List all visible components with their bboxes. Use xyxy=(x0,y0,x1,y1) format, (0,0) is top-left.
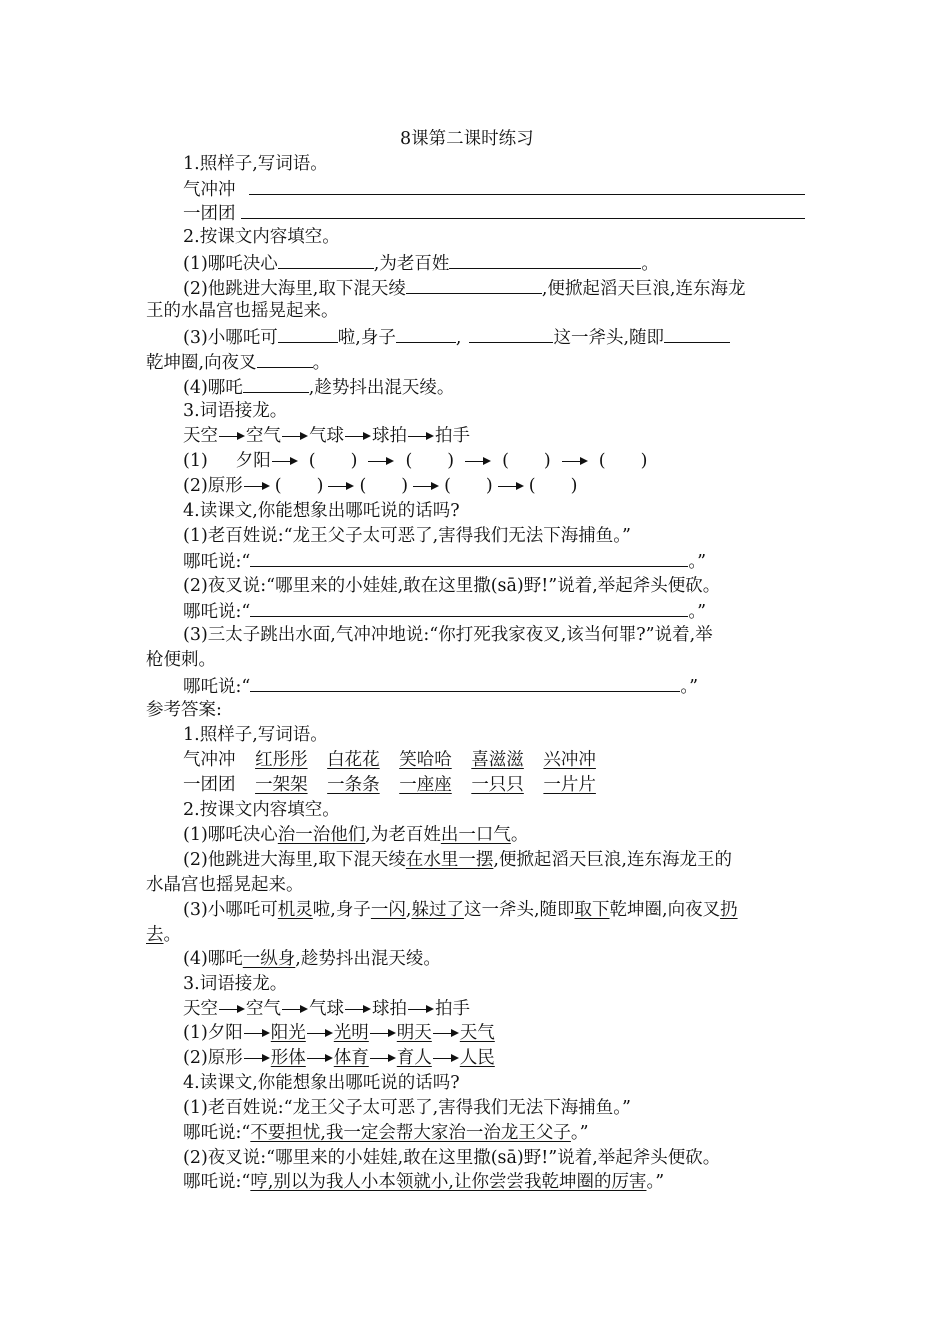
q4-heading: 4.读课文,你能想象出哪吒说的话吗? xyxy=(183,501,460,521)
ans-q2-s1 xyxy=(183,824,528,846)
chain-word: 天空 xyxy=(183,999,218,1019)
q3-row2-start: 原形 xyxy=(207,476,243,496)
ans-q3-chain1 xyxy=(183,1022,495,1044)
q3-row1-label: (1) xyxy=(183,451,208,471)
ans-text: 。 xyxy=(510,825,529,845)
q2-s3-text-a: (3)小哪吒可 xyxy=(183,328,278,348)
q3-ex-word-4: 球拍 xyxy=(372,426,407,446)
arrow-icon xyxy=(244,482,270,492)
q2-s1-text-a: (1)哪吒决心 xyxy=(183,254,278,274)
chain-answer: 形体 xyxy=(270,1048,306,1068)
ans-q3-chain2 xyxy=(183,1047,495,1069)
q2-s2-cont: 王的水晶宫也摇晃起来。 xyxy=(146,301,339,321)
chain-word: 夕阳 xyxy=(207,1023,243,1043)
ans-fill: 出一口气 xyxy=(440,825,511,845)
q3-heading: 3.词语接龙。 xyxy=(183,401,288,421)
q3-row1-bracket-1: ( ) xyxy=(308,451,358,471)
q3-row2-bracket-4: ( ) xyxy=(528,476,578,496)
arrow-icon xyxy=(244,1054,270,1064)
q2-s1-text-c: 。 xyxy=(641,254,659,274)
arrow-icon xyxy=(433,1054,459,1064)
q2-s4-text-b: ,趁势抖出混天绫。 xyxy=(308,378,455,398)
ans-text: 。” xyxy=(646,1172,665,1192)
ans-q1-row2-label: 一团团 xyxy=(183,775,236,795)
q2-s3-text-b: 啦,身子 xyxy=(337,328,396,348)
q2-s3-blank-5 xyxy=(257,350,313,368)
q4-prompt-3: (3)三太子跳出水面,气冲冲地说:“你打死我家夜叉,该当何罪?”说着,举 xyxy=(183,625,713,645)
ans-text: 乾坤圈,向夜叉 xyxy=(609,900,721,920)
q2-s1-blank-1 xyxy=(278,251,374,269)
ans-q1-row2-word: 一片片 xyxy=(543,775,596,795)
chain-word: 球拍 xyxy=(372,999,407,1019)
ans-fill: 一闪 xyxy=(370,900,406,920)
chain-word: 原形 xyxy=(207,1048,243,1068)
chain-answer: 光明 xyxy=(333,1023,369,1043)
q1-row2-label: 一团团 xyxy=(183,204,236,224)
chain-answer: 阳光 xyxy=(270,1023,306,1043)
ans-q1-row2 xyxy=(183,774,596,796)
ans-fill: 取下 xyxy=(574,900,610,920)
ans-text: (1)哪吒决心 xyxy=(183,825,278,845)
q4-nezha-says-2: 哪吒说:“ xyxy=(183,602,251,622)
ans-text: 。” xyxy=(570,1123,589,1143)
q2-s3-blank-2 xyxy=(396,325,456,343)
chain-word: 拍手 xyxy=(435,999,470,1019)
q3-ex-word-2: 空气 xyxy=(246,426,281,446)
q2-s2 xyxy=(183,276,745,300)
q2-s1 xyxy=(183,251,659,275)
arrow-icon xyxy=(345,1005,371,1015)
arrow-icon xyxy=(408,1005,434,1015)
ans-q1-row1-word: 笑哈哈 xyxy=(399,750,452,770)
q1-row1 xyxy=(183,177,805,201)
ans-q3-heading: 3.词语接龙。 xyxy=(183,974,288,994)
q3-row1-bracket-3: ( ) xyxy=(502,451,551,471)
chain-answer: 人民 xyxy=(459,1048,495,1068)
q2-s2-text-b: ,便掀起滔天巨浪,连东海龙 xyxy=(541,279,746,299)
ans-fill: 不要担忧,我一定会帮大家治一治龙王父子 xyxy=(250,1123,571,1143)
ans-fill: 治一治他们 xyxy=(277,825,366,845)
q1-heading: 1.照样子,写词语。 xyxy=(183,154,328,174)
ans-text: ,为老百姓 xyxy=(365,825,441,845)
ans-fill: 在水里一摆 xyxy=(405,850,494,870)
q4-prompt-3-cont: 枪便刺。 xyxy=(146,650,216,670)
ans-fill: 去 xyxy=(146,925,164,945)
q3-ex-word-1: 天空 xyxy=(183,426,218,446)
q2-s4 xyxy=(183,375,454,399)
q2-s3 xyxy=(183,325,730,349)
q2-s4-blank xyxy=(243,375,309,393)
chain-answer: 育人 xyxy=(396,1048,432,1068)
q2-s3-cont xyxy=(146,350,330,374)
chain-answer: 天气 xyxy=(459,1023,495,1043)
ans-fill: 哼,别以为我人小本领就小,让你尝尝我乾坤圈的厉害 xyxy=(250,1172,647,1192)
arrow-icon xyxy=(408,432,434,442)
q4-close-3: 。” xyxy=(680,677,699,697)
ans-q3-chain0 xyxy=(183,998,470,1020)
ans-q1-row1-label: 气冲冲 xyxy=(183,750,236,770)
q2-s3-blank-4 xyxy=(664,325,730,343)
ans-fill: 机灵 xyxy=(277,900,313,920)
chain-word: 气球 xyxy=(309,999,344,1019)
ans-q4-answer-2 xyxy=(183,1171,664,1193)
ans-q1-row2-word: 一条条 xyxy=(327,775,380,795)
q2-s3-text-e: 乾坤圈,向夜叉 xyxy=(146,353,257,373)
arrow-icon xyxy=(282,432,308,442)
ans-q1-row1-word: 红彤彤 xyxy=(255,750,308,770)
ans-text: 哪吒说:“ xyxy=(183,1172,251,1192)
ans-q4-prompt-2: (2)夜叉说:“哪里来的小娃娃,敢在这里撒(sā)野!”说着,举起斧头便砍。 xyxy=(183,1148,721,1168)
q2-s3-blank-3 xyxy=(469,325,553,343)
arrow-icon xyxy=(328,482,354,492)
ans-q2-s3-cont xyxy=(146,924,181,946)
ans-q2-heading: 2.按课文内容填空。 xyxy=(183,800,340,820)
arrow-icon xyxy=(345,432,371,442)
q4-close-2: 。” xyxy=(688,602,707,622)
q3-row2-bracket-2: ( ) xyxy=(359,476,409,496)
chain-label: (2) xyxy=(183,1048,208,1068)
q3-row2-label: (2) xyxy=(183,476,208,496)
q2-heading: 2.按课文内容填空。 xyxy=(183,227,340,247)
ans-text: , xyxy=(405,900,412,920)
ans-text: 啦,身子 xyxy=(312,900,371,920)
q4-answer-line-3 xyxy=(183,674,698,698)
q1-row1-blank xyxy=(249,177,805,195)
ans-q1-heading: 1.照样子,写词语。 xyxy=(183,725,328,745)
ans-text: 。 xyxy=(163,925,181,945)
ans-q1-row1 xyxy=(183,749,596,771)
ans-q1-row2-word: 一座座 xyxy=(399,775,452,795)
ans-fill: 一纵身 xyxy=(242,949,296,969)
ans-text: 哪吒说:“ xyxy=(183,1123,251,1143)
arrow-icon xyxy=(562,457,588,467)
ans-q1-row1-word: 喜滋滋 xyxy=(471,750,524,770)
arrow-icon xyxy=(219,432,245,442)
ans-text: (4)哪吒 xyxy=(183,949,243,969)
q4-blank-2 xyxy=(250,599,688,617)
ans-fill: 躲过了 xyxy=(411,900,464,920)
q3-row1 xyxy=(183,450,657,472)
q2-s3-text-c: , xyxy=(455,328,462,348)
ans-q4-heading: 4.读课文,你能想象出哪吒说的话吗? xyxy=(183,1073,460,1093)
page-title: 8课第二课时练习 xyxy=(400,129,534,149)
q2-s1-blank-2 xyxy=(449,251,641,269)
q3-ex-word-3: 气球 xyxy=(309,426,344,446)
answers-heading: 参考答案: xyxy=(146,700,222,720)
ans-text: (3)小哪吒可 xyxy=(183,900,278,920)
ans-text: 这一斧头,随即 xyxy=(463,900,575,920)
arrow-icon xyxy=(433,1029,459,1039)
ans-q4-answer-1 xyxy=(183,1122,589,1144)
q4-answer-line-1 xyxy=(183,549,706,573)
arrow-icon xyxy=(282,1005,308,1015)
q4-nezha-says-3: 哪吒说:“ xyxy=(183,677,251,697)
q2-s4-text-a: (4)哪吒 xyxy=(183,378,243,398)
ans-q2-s2 xyxy=(183,849,732,871)
ans-q2-s3 xyxy=(183,899,738,921)
arrow-icon xyxy=(219,1005,245,1015)
q3-example-chain xyxy=(183,425,470,447)
q4-answer-line-2 xyxy=(183,599,706,623)
ans-q2-s4 xyxy=(183,948,441,970)
q3-row2 xyxy=(183,475,581,497)
q4-prompt-2: (2)夜叉说:“哪里来的小娃娃,敢在这里撒(sā)野!”说着,举起斧头便砍。 xyxy=(183,576,721,596)
arrow-icon xyxy=(307,1054,333,1064)
q2-s2-blank xyxy=(406,276,542,294)
chain-answer: 体育 xyxy=(333,1048,369,1068)
chain-label: (1) xyxy=(183,1023,208,1043)
q3-row2-bracket-1: ( ) xyxy=(274,476,324,496)
q2-s3-text-d: 这一斧头,随即 xyxy=(553,328,665,348)
q2-s1-text-b: ,为老百姓 xyxy=(373,254,450,274)
ans-q1-row1-word: 白花花 xyxy=(327,750,380,770)
q3-ex-word-5: 拍手 xyxy=(435,426,470,446)
arrow-icon xyxy=(465,457,491,467)
q4-nezha-says-1: 哪吒说:“ xyxy=(183,552,251,572)
arrow-icon xyxy=(370,1029,396,1039)
q3-row1-bracket-4: ( ) xyxy=(598,451,648,471)
q1-row2 xyxy=(183,201,805,225)
ans-q2-s2-cont: 水晶宫也摇晃起来。 xyxy=(146,875,304,895)
ans-text: ,趁势抖出混天绫。 xyxy=(295,949,441,969)
ans-q4-prompt-1: (1)老百姓说:“龙王父子太可恶了,害得我们无法下海捕鱼。” xyxy=(183,1098,631,1118)
ans-text: ,便掀起滔天巨浪,连东海龙王的 xyxy=(493,850,732,870)
arrow-icon xyxy=(370,1054,396,1064)
arrow-icon xyxy=(244,1029,270,1039)
q4-close-1: 。” xyxy=(688,552,707,572)
ans-q1-row2-word: 一架架 xyxy=(255,775,308,795)
ans-fill: 扔 xyxy=(720,900,738,920)
q2-s3-text-f: 。 xyxy=(312,353,331,373)
q1-row2-blank xyxy=(241,201,805,219)
q3-row2-bracket-3: ( ) xyxy=(444,476,493,496)
arrow-icon xyxy=(368,457,394,467)
q4-blank-1 xyxy=(250,549,688,567)
arrow-icon xyxy=(307,1029,333,1039)
arrow-icon xyxy=(413,482,439,492)
q4-prompt-1: (1)老百姓说:“龙王父子太可恶了,害得我们无法下海捕鱼。” xyxy=(183,526,631,546)
arrow-icon xyxy=(272,457,298,467)
q1-row1-label: 气冲冲 xyxy=(183,180,236,200)
q3-row1-bracket-2: ( ) xyxy=(405,451,455,471)
chain-answer: 明天 xyxy=(396,1023,432,1043)
ans-q1-row1-word: 兴冲冲 xyxy=(543,750,596,770)
q2-s2-text-a: (2)他跳进大海里,取下混天绫 xyxy=(183,279,406,299)
ans-q1-row2-word: 一只只 xyxy=(471,775,524,795)
q3-row1-start: 夕阳 xyxy=(235,451,271,471)
ans-text: (2)他跳进大海里,取下混天绫 xyxy=(183,850,406,870)
chain-word: 空气 xyxy=(246,999,281,1019)
q2-s3-blank-1 xyxy=(278,325,338,343)
q4-blank-3 xyxy=(250,674,680,692)
arrow-icon xyxy=(498,482,524,492)
